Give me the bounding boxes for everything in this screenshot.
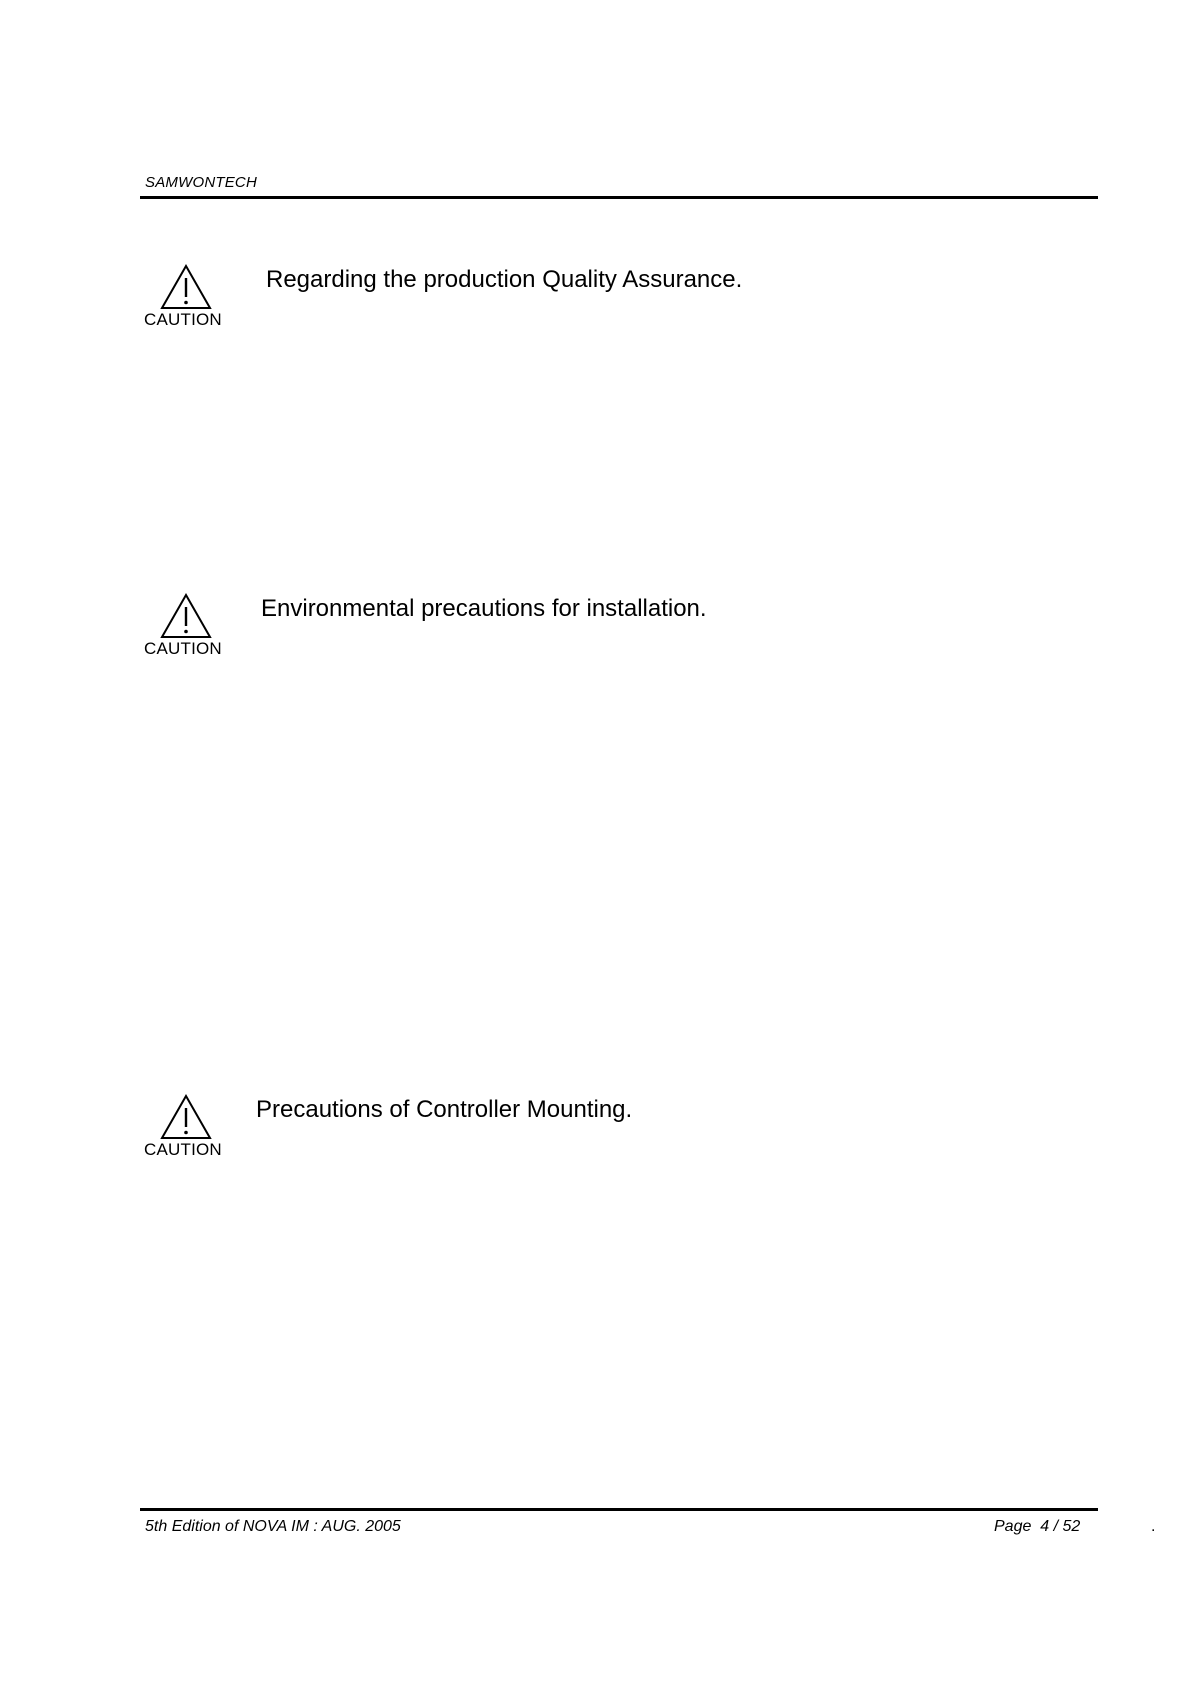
warning-triangle-icon xyxy=(160,1094,212,1140)
caution-sign xyxy=(140,1094,230,1164)
warning-triangle-icon xyxy=(160,264,212,310)
page-number: Page 4 / 52 xyxy=(994,1518,1081,1535)
section-title: Precautions of Controller Mounting. xyxy=(256,1096,633,1123)
section-title: Regarding the production Quality Assurance. xyxy=(266,266,743,293)
footer-edition: 5th Edition of NOVA IM : AUG. 2005 xyxy=(145,1518,401,1535)
warning-triangle-icon xyxy=(160,593,212,639)
section-title: Environmental precautions for installation. xyxy=(261,595,707,622)
caution-sign xyxy=(140,264,230,334)
header-brand: SAMWONTECH xyxy=(145,174,257,191)
caution-label: CAUTION xyxy=(144,1140,222,1159)
caution-label: CAUTION xyxy=(144,639,222,658)
footer-rule xyxy=(140,1508,1098,1511)
caution-label: CAUTION xyxy=(144,310,222,329)
footer-trailing-mark: . xyxy=(1151,1518,1156,1535)
header-rule xyxy=(140,196,1098,199)
caution-sign xyxy=(140,593,230,663)
